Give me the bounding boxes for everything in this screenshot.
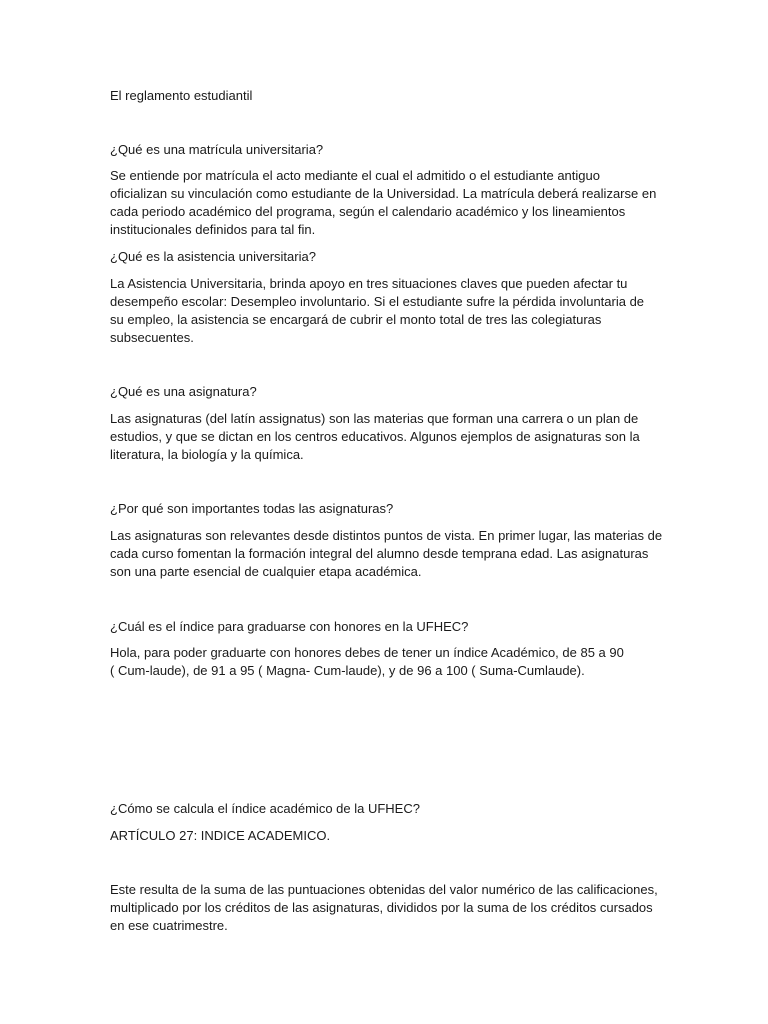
answer-matricula: Se entiende por matrícula el acto mediante el cual el admitido o el estudiante antiguo oficializan su vinculación como estudiante de la Universidad. La matrícula deberá realizarse en cada periodo académico del programa, según el calendario académico y los lineamientos institucionales definidos para tal fin. <box>110 168 657 237</box>
document-title: El reglamento estudiantil <box>110 88 253 103</box>
question-asignatura: ¿Qué es una asignatura? <box>110 384 257 399</box>
article-heading: ARTÍCULO 27: INDICE ACADEMICO. <box>110 828 331 843</box>
question-matricula: ¿Qué es una matrícula universitaria? <box>110 142 324 157</box>
question-importancia: ¿Por qué son importantes todas las asignaturas? <box>110 501 394 516</box>
answer-honores: Hola, para poder graduarte con honores debes de tener un índice Académico, de 85 a 90 ( Cum-laude), de 91 a 95 ( Magna- Cum-laude), y de 96 a 100 ( Suma-Cumlaude). <box>110 645 624 678</box>
question-asistencia: ¿Qué es la asistencia universitaria? <box>110 249 316 264</box>
answer-indice: Este resulta de la suma de las puntuaciones obtenidas del valor numérico de las calificaciones, multiplicado por los créditos de las asignaturas, divididos por la suma de los créditos cursados en ese cuatrimestre. <box>110 882 658 933</box>
question-honores: ¿Cuál es el índice para graduarse con honores en la UFHEC? <box>110 619 469 634</box>
answer-importancia: Las asignaturas son relevantes desde distintos puntos de vista. En primer lugar, las materias de cada curso fomentan la formación integral del alumno desde temprana edad. Las asignaturas son una parte esencial de cualquier etapa académica. <box>110 528 663 579</box>
answer-asistencia: La Asistencia Universitaria, brinda apoyo en tres situaciones claves que pueden afectar tu desempeño escolar: Desempleo involuntario. Si el estudiante sufre la pérdida involuntaria de su empleo, la asistencia se encargará de cubrir el monto total de tres las colegiaturas subsecuentes. <box>110 276 645 345</box>
question-indice: ¿Cómo se calcula el índice académico de la UFHEC? <box>110 801 420 816</box>
answer-asignatura: Las asignaturas (del latín assignatus) son las materias que forman una carrera o un plan de estudios, y que se dictan en los centros educativos. Algunos ejemplos de asignaturas son la literatura, la biología y la química. <box>110 411 640 462</box>
